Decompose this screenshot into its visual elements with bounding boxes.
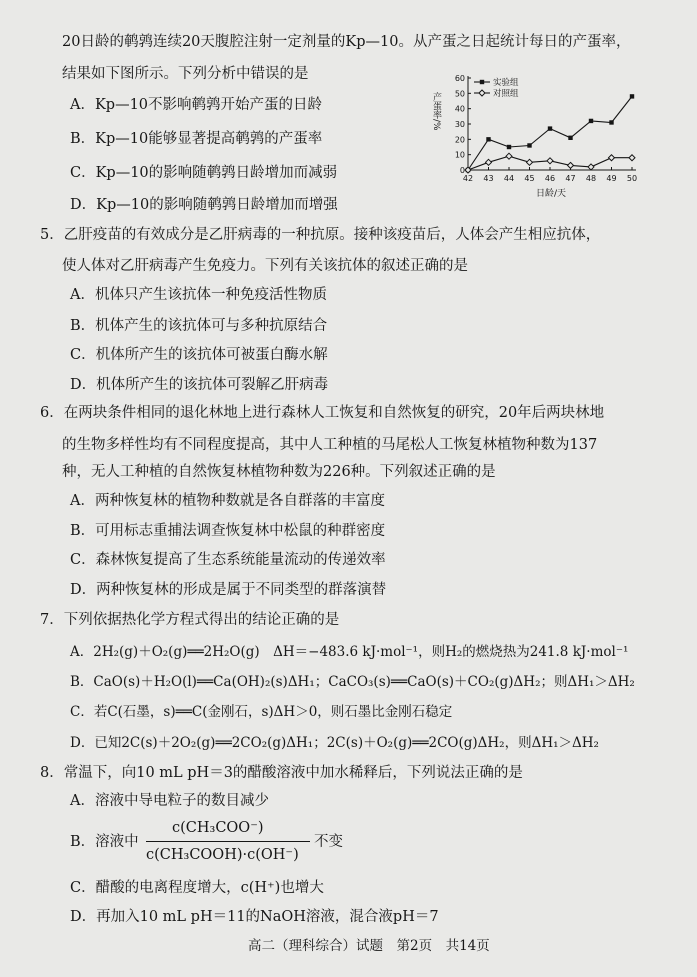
data-point-1 xyxy=(527,143,531,147)
q5-option-a: A．机体只产生该抗体一种免疫活性物质 xyxy=(70,287,327,303)
y-axis-label: 产蛋率/% xyxy=(431,92,441,131)
y-tick-label: 10 xyxy=(454,150,465,160)
x-ticks xyxy=(463,167,637,183)
q6-stem-line3: 种，无人工种植的自然恢复林植物种数为226种。下列叙述正确的是 xyxy=(62,464,496,480)
data-point-2 xyxy=(547,158,553,164)
q7-option-d: D．已知2C(s)＋2O₂(g)══2CO₂(g)ΔH₁；2C(s)＋O₂(g)══2CO(g)ΔH₂，则ΔH₁＞ΔH₂ xyxy=(70,735,599,751)
q4-stem-line1: 20日龄的鹌鹑连续20天腹腔注射一定剂量的Kp—10。从产蛋之日起统计每日的产蛋率， xyxy=(62,34,631,50)
q8-option-b-suffix: 不变 xyxy=(314,834,343,850)
x-tick-label: 47 xyxy=(565,174,576,183)
y-tick-label: 60 xyxy=(454,74,465,83)
y-ticks xyxy=(455,74,471,175)
q7-option-a: A．2H₂(g)＋O₂(g)══2H₂O(g) ΔH＝−483.6 kJ·mol⁻¹，则H₂的燃烧热为241.8 kJ·mol⁻¹ xyxy=(70,644,629,660)
x-tick-label: 46 xyxy=(544,174,556,183)
x-tick-label: 42 xyxy=(462,174,474,183)
q4-option-c: C．Kp—10的影响随鹌鹑日龄增加而减弱 xyxy=(70,165,338,181)
data-point-2 xyxy=(609,155,615,161)
data-point-1 xyxy=(507,145,511,149)
q8-option-b-numerator: c(CH₃COO⁻) xyxy=(172,820,264,836)
data-point-1 xyxy=(609,120,613,124)
q7-option-c: C．若C(石墨，s)══C(金刚石，s)ΔH＞0，则石墨比金刚石稳定 xyxy=(70,704,453,720)
q6-stem-line1: 6．在两块条件相同的退化林地上进行森林人工恢复和自然恢复的研究，20年后两块林地 xyxy=(40,405,605,421)
data-point-1 xyxy=(568,136,572,140)
x-tick-label: 49 xyxy=(606,174,617,183)
data-point-1 xyxy=(589,119,593,123)
q6-option-b: B．可用标志重捕法调查恢复林中松鼠的种群密度 xyxy=(70,523,386,539)
q6-option-c: C．森林恢复提高了生态系统能量流动的传递效率 xyxy=(70,552,386,568)
q4-stem-line2: 结果如下图所示。下列分析中错误的是 xyxy=(62,66,309,82)
data-point-1 xyxy=(548,126,552,130)
data-point-2 xyxy=(629,155,635,161)
data-point-2 xyxy=(588,164,594,170)
q5-stem-line2: 使人体对乙肝病毒产生免疫力。下列有关该抗体的叙述正确的是 xyxy=(62,258,468,274)
x-tick-label: 48 xyxy=(585,174,597,183)
q8-option-a: A．溶液中导电粒子的数目减少 xyxy=(70,793,269,809)
q5-option-b: B．机体产生的该抗体可与多种抗原结合 xyxy=(70,318,328,334)
data-point-2 xyxy=(527,159,533,165)
y-tick-label: 30 xyxy=(454,120,465,129)
q8-option-c: C．醋酸的电离程度增大，c(H⁺)也增大 xyxy=(70,880,324,896)
q5-option-c: C．机体所产生的该抗体可被蛋白酶水解 xyxy=(70,347,328,363)
x-tick-label: 45 xyxy=(524,174,535,183)
data-point-2 xyxy=(568,162,574,168)
egg-laying-rate-chart xyxy=(430,70,642,200)
y-tick-label: 20 xyxy=(454,135,465,145)
q8-option-b-prefix: B．溶液中 xyxy=(70,834,139,850)
legend-marker-1 xyxy=(480,80,484,84)
chart-legend xyxy=(474,77,519,99)
legend-marker-2 xyxy=(479,90,485,96)
q4-option-b: B．Kp—10能够显著提高鹌鹑的产蛋率 xyxy=(70,131,323,147)
x-tick-label: 44 xyxy=(503,174,515,183)
y-tick-label: 40 xyxy=(454,104,465,114)
q7-option-b: B．CaO(s)＋H₂O(l)══Ca(OH)₂(s)ΔH₁；CaCO₃(s)══CaO(s)＋CO₂(g)ΔH₂；则ΔH₁＞ΔH₂ xyxy=(70,674,635,690)
page-footer: 高二（理科综合）试题 第2页 共14页 xyxy=(248,938,490,954)
q6-stem-line2: 的生物多样性均有不同程度提高，其中人工种植的马尾松人工恢复林植物种数为137 xyxy=(62,437,598,453)
data-point-1 xyxy=(630,94,634,98)
q5-stem-line1: 5．乙肝疫苗的有效成分是乙肝病毒的一种抗原。接种该疫苗后，人体会产生相应抗体， xyxy=(40,227,601,243)
q8-option-b-denominator: c(CH₃COOH)·c(OH⁻) xyxy=(146,847,299,863)
x-tick-label: 50 xyxy=(626,174,638,183)
q5-option-d: D．机体所产生的该抗体可裂解乙肝病毒 xyxy=(70,377,329,393)
legend-label-1: 实验组 xyxy=(493,78,519,88)
data-point-2 xyxy=(486,159,492,165)
q8-option-d: D．再加入10 mL pH＝11的NaOH溶液，混合液pH＝7 xyxy=(70,909,439,925)
q6-option-d: D．两种恢复林的形成是属于不同类型的群落演替 xyxy=(70,582,387,598)
y-tick-label: 0 xyxy=(459,166,465,175)
data-point-2 xyxy=(506,153,512,159)
series-points xyxy=(465,94,635,173)
q4-option-a: A．Kp—10不影响鹌鹑开始产蛋的日龄 xyxy=(70,97,323,113)
q8-stem: 8．常温下，向10 mL pH＝3的醋酸溶液中加水稀释后，下列说法正确的是 xyxy=(40,765,523,781)
q4-option-d: D．Kp—10的影响随鹌鹑日龄增加而增强 xyxy=(70,197,338,213)
data-point-1 xyxy=(486,137,490,141)
q7-stem: 7．下列依据热化学方程式得出的结论正确的是 xyxy=(40,612,340,628)
q6-option-a: A．两种恢复林的植物种数就是各自群落的丰富度 xyxy=(70,493,385,509)
q8-fraction-bar xyxy=(146,841,310,842)
x-tick-label: 43 xyxy=(483,174,494,183)
legend-label-2: 对照组 xyxy=(493,89,519,99)
x-axis-label: 日龄/天 xyxy=(536,189,567,199)
y-tick-label: 50 xyxy=(454,89,465,99)
